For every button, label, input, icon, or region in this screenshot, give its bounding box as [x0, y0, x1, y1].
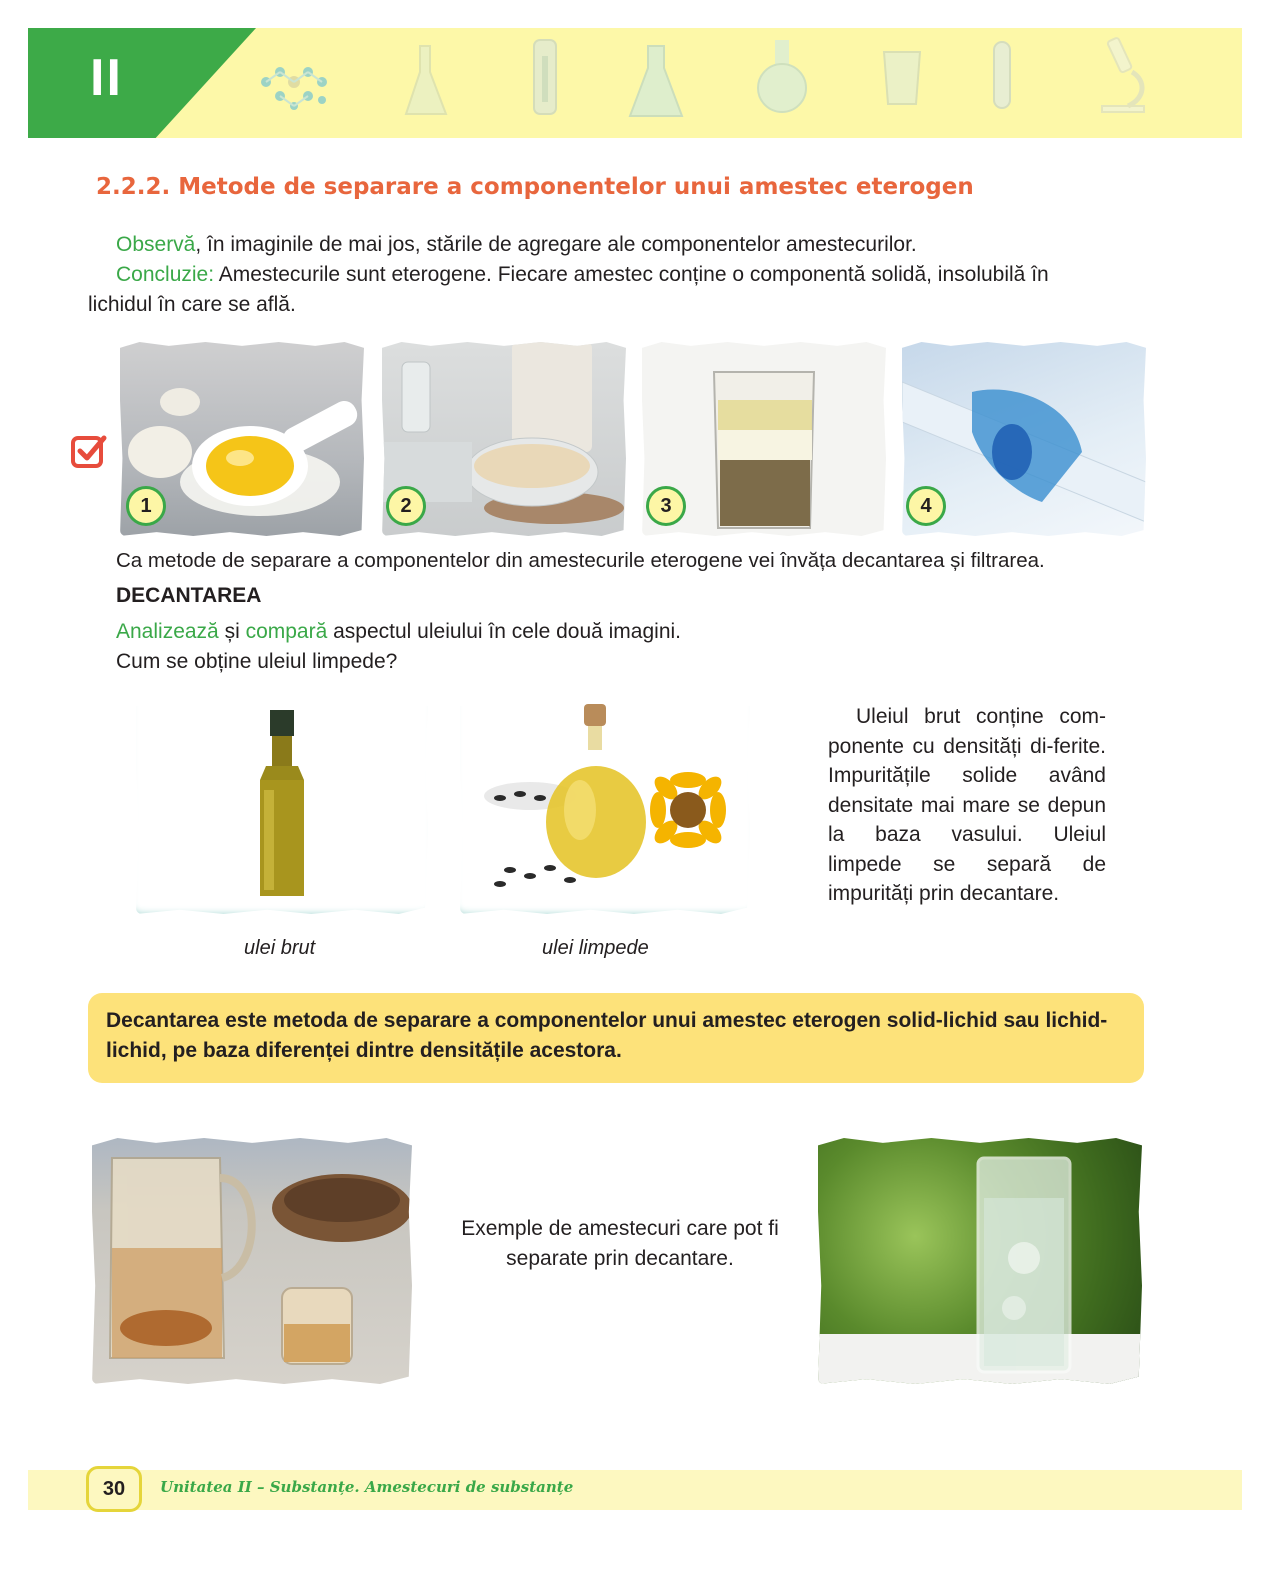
analyze-text: aspectul uleiului în cele două imagini.: [327, 620, 681, 643]
molecule-icon: [256, 58, 332, 112]
unit-numeral: II: [90, 49, 123, 107]
decantation-heading: DECANTAREA: [116, 584, 262, 607]
chapter-tab: [28, 28, 256, 138]
compare-keyword: compară: [245, 620, 328, 643]
and-word: și: [218, 620, 246, 643]
photo-number-badge-4: 4: [906, 486, 946, 526]
thermometer-icon: [528, 36, 564, 120]
caption-clear-oil: ulei limpede: [542, 937, 649, 959]
erlenmeyer-icon: [628, 42, 684, 122]
chapter-header-band: [28, 28, 1242, 138]
photo-number-badge-2: 2: [386, 486, 426, 526]
footer-chapter: Unitatea II – Substanțe. Amestecuri de substanțe: [160, 1478, 574, 1496]
conclusion-line: [116, 260, 1049, 290]
page-number: 30: [86, 1466, 142, 1512]
examples-text: Exemple de amestecuri care pot fi separate prin decantare.: [461, 1217, 779, 1270]
photo-jug-infusion: [92, 1138, 412, 1384]
definition-box: Decantarea este metoda de separare a componentelor unui amestec eterogen solid-lichid sau lichid-lichid, pe baza diferenței dintre densitățile acestora.: [88, 993, 1144, 1083]
photo-number-badge-1: 1: [126, 486, 166, 526]
conclusion-line-2: lichidul în care se află.: [88, 293, 296, 316]
photo-crude-oil: [136, 700, 428, 914]
analyze-keyword: Analizează: [116, 620, 219, 643]
conclusion-keyword: Concluzie:: [116, 263, 215, 286]
analyze-line: [116, 617, 681, 647]
observe-text: , în imaginile de mai jos, stările de agregare ale componentelor amestecurilor.: [195, 233, 917, 256]
conclusion-text: Amestecurile sunt eterogene. Fiecare amestec conține o componentă solidă, insolubilă în: [214, 263, 1049, 286]
photo-glass-water: [818, 1138, 1142, 1384]
section-title: 2.2.2. Metode de separare a componentelor unui amestec eterogen: [96, 174, 974, 200]
page-footer: [28, 1470, 1242, 1510]
checkbox-icon: [70, 432, 108, 470]
jug-infusion-illustration: [92, 1138, 412, 1384]
photo-clear-oil: [460, 700, 750, 914]
beaker-icon: [880, 48, 924, 108]
observe-keyword: Observă: [116, 233, 196, 256]
microscope-icon: [1088, 36, 1150, 118]
crude-oil-bottle-illustration: [136, 700, 428, 914]
oil-explanation: Uleiul brut conține com-ponente cu densități di-ferite. Impuritățile solide având densitate mai mare se depun la baza vasului. Uleiul limpede se separă de impurități prin decantare.: [828, 705, 1106, 905]
caption-crude-oil: ulei brut: [244, 937, 316, 959]
observe-line: [116, 230, 917, 260]
round-flask-icon: [756, 38, 808, 118]
flask-icon: [400, 42, 450, 122]
test-tube-icon: [988, 40, 1018, 114]
photo-number-badge-3: 3: [646, 486, 686, 526]
glass-water-illustration: [818, 1138, 1142, 1384]
question-line: Cum se obține uleiul limpede?: [116, 650, 398, 673]
methods-sentence: Ca metode de separare a componentelor din amestecurile eterogene vei învăța decantarea și filtrarea.: [116, 549, 1045, 572]
clear-oil-jar-illustration: [460, 700, 750, 914]
